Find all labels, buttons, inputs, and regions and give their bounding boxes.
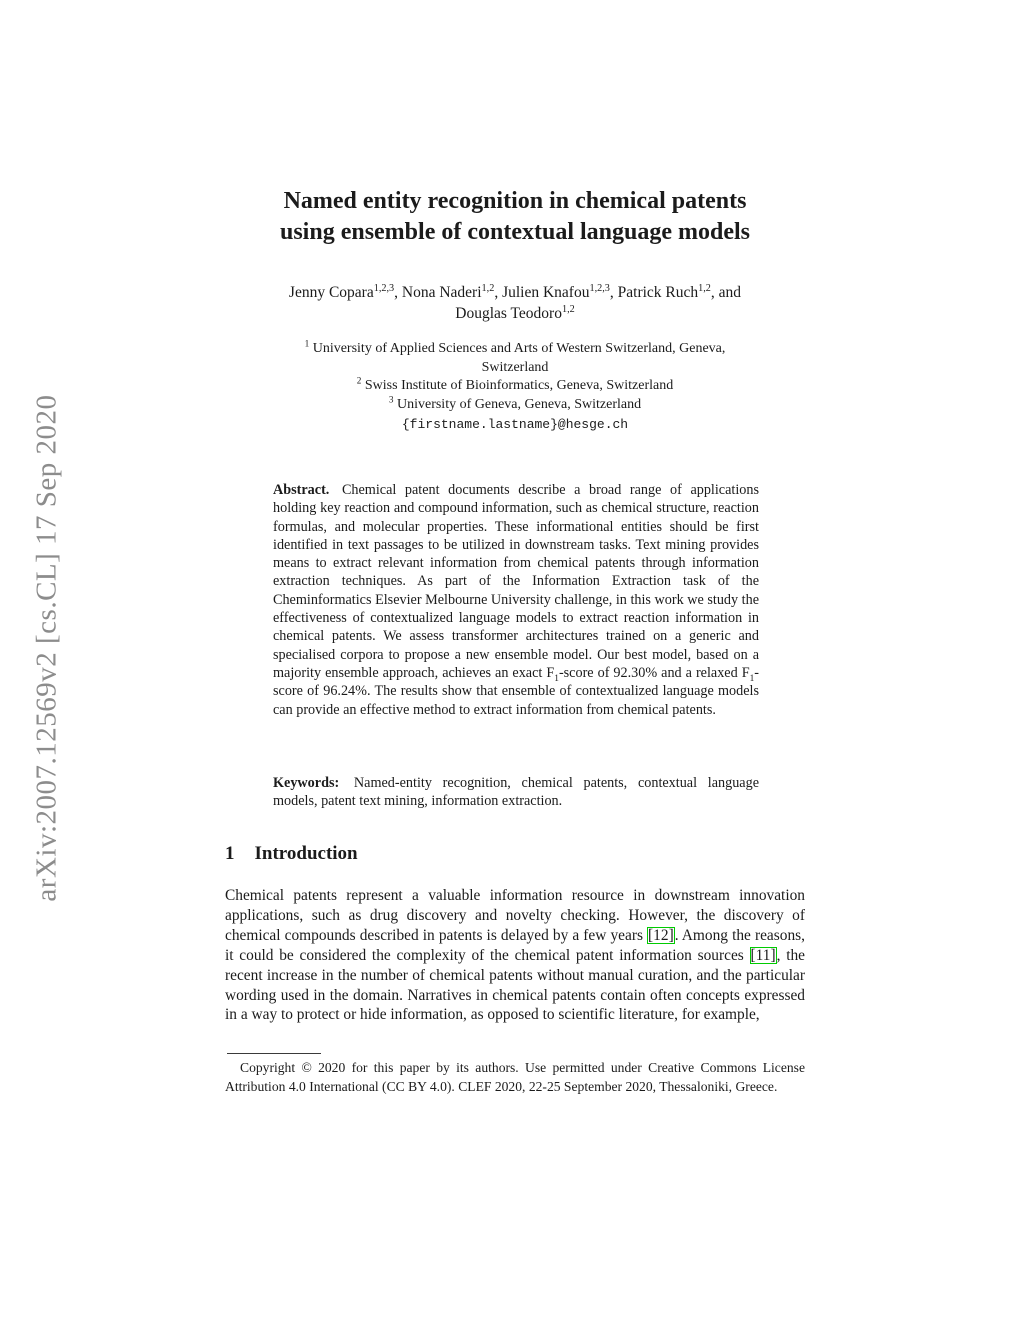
keywords-paragraph: Keywords: Named-entity recognition, chemical patents, contextual language models, patent text mining, information extraction.	[273, 775, 759, 810]
affiliation-line-1-continued: Switzerland	[481, 359, 549, 375]
superscript-marker: 1	[304, 338, 310, 349]
superscript-marker: 1,2,3	[373, 282, 395, 294]
abstract-paragraph: Abstract. Chemical patent documents describe a broad range of applications holding key reaction and compound information, such as chemical structure, reaction formulas, and molecular properties. These informational entities should be first identified in text passages to be utilized in downstream tasks. Text mining provides means to extract relevant information from chemical patents through information extraction techniques. As part of the Information Extraction task of the Cheminformatics Elsevier Melbourne University challenge, in this work we study the effectiveness of contextualized language models to extract reaction information in chemical patents. We assess transformer architectures trained on a generic and specialised corpora to propose a new ensemble model. Our best model, based on a majority ensemble approach, achieves an exact $F_1$-score of 92.30% and a relaxed $F_1$-score of 96.24%. The results show that ensemble of contextualized language models can provide an effective method to extract information from chemical patents.	[273, 482, 760, 718]
authors-line-2: Douglas Teodoro$^{1,2}$	[455, 303, 575, 322]
citation-link[interactable]: [12]	[648, 926, 674, 944]
paper-title-line1: Named entity recognition in chemical patents	[283, 188, 747, 214]
superscript-marker: 1,2,3	[589, 282, 610, 294]
run-in-label: Abstract.	[273, 482, 330, 498]
run-in-label: Keywords:	[273, 775, 340, 791]
authors-block	[225, 282, 805, 324]
affiliation-line-3: $^3$ University of Geneva, Geneva, Switzerland	[388, 393, 642, 412]
subscript-marker: 1	[749, 673, 755, 684]
subscript-marker: 1	[554, 673, 559, 684]
section-heading-introduction	[225, 843, 805, 865]
superscript-marker: 1,2	[698, 282, 711, 294]
section-number: 1	[225, 843, 235, 864]
superscript-marker: 2	[356, 375, 362, 386]
copyright-footnote: Copyright © 2020 for this paper by its authors. Use permitted under Creative Commons License Attribution 4.0 International (CC BY 4.0). CLEF 2020, 22-25 September 2020, Thessaloniki, Greece.	[225, 1060, 805, 1094]
section-title: Introduction	[254, 843, 358, 864]
superscript-marker: 1,2	[481, 282, 495, 294]
affiliation-line-2: $^2$ Swiss Institute of Bioinformatics, Geneva, Switzerland	[356, 375, 674, 393]
email-address: {firstname.lastname}@hesge.ch	[401, 417, 629, 432]
paper-content-column	[225, 0, 805, 1325]
affiliation-line-1: $^1$ University of Applied Sciences and Arts of Western Switzerland, Geneva,	[304, 338, 726, 356]
paper-title-line2: using ensemble of contextual language models	[279, 219, 750, 245]
introduction-paragraph: Chemical patents represent a valuable information resource in downstream innovation applications, such as drug discovery and novelty checking. However, the discovery of chemical compounds described in patents is delayed by a few years [12]. Among the reasons, it could be considered the complexity of the chemical patent information sources [11], the recent increase in the number of chemical patents without manual curation, and the particular wording used in the domain. Narratives in chemical patents contain often concepts expressed in a way to protect or hide information, as opposed to scientific literature, for example,	[225, 887, 806, 1024]
superscript-marker: 1,2	[561, 303, 575, 315]
affiliations-block	[225, 340, 805, 434]
arxiv-watermark: arXiv:2007.12569v2 [cs.CL] 17 Sep 2020	[30, 394, 63, 902]
citation-link[interactable]: [11]	[750, 946, 776, 964]
footnote-rule	[227, 1053, 321, 1054]
authors-line-1: Jenny Copara$^{1,2,3}$, Nona Naderi$^{1,2}$, Julien Knafou$^{1,2,3}$, Patrick Ruch$^{1,2}$, and	[288, 282, 742, 301]
superscript-marker: 3	[388, 393, 394, 404]
paper-title	[225, 186, 805, 248]
